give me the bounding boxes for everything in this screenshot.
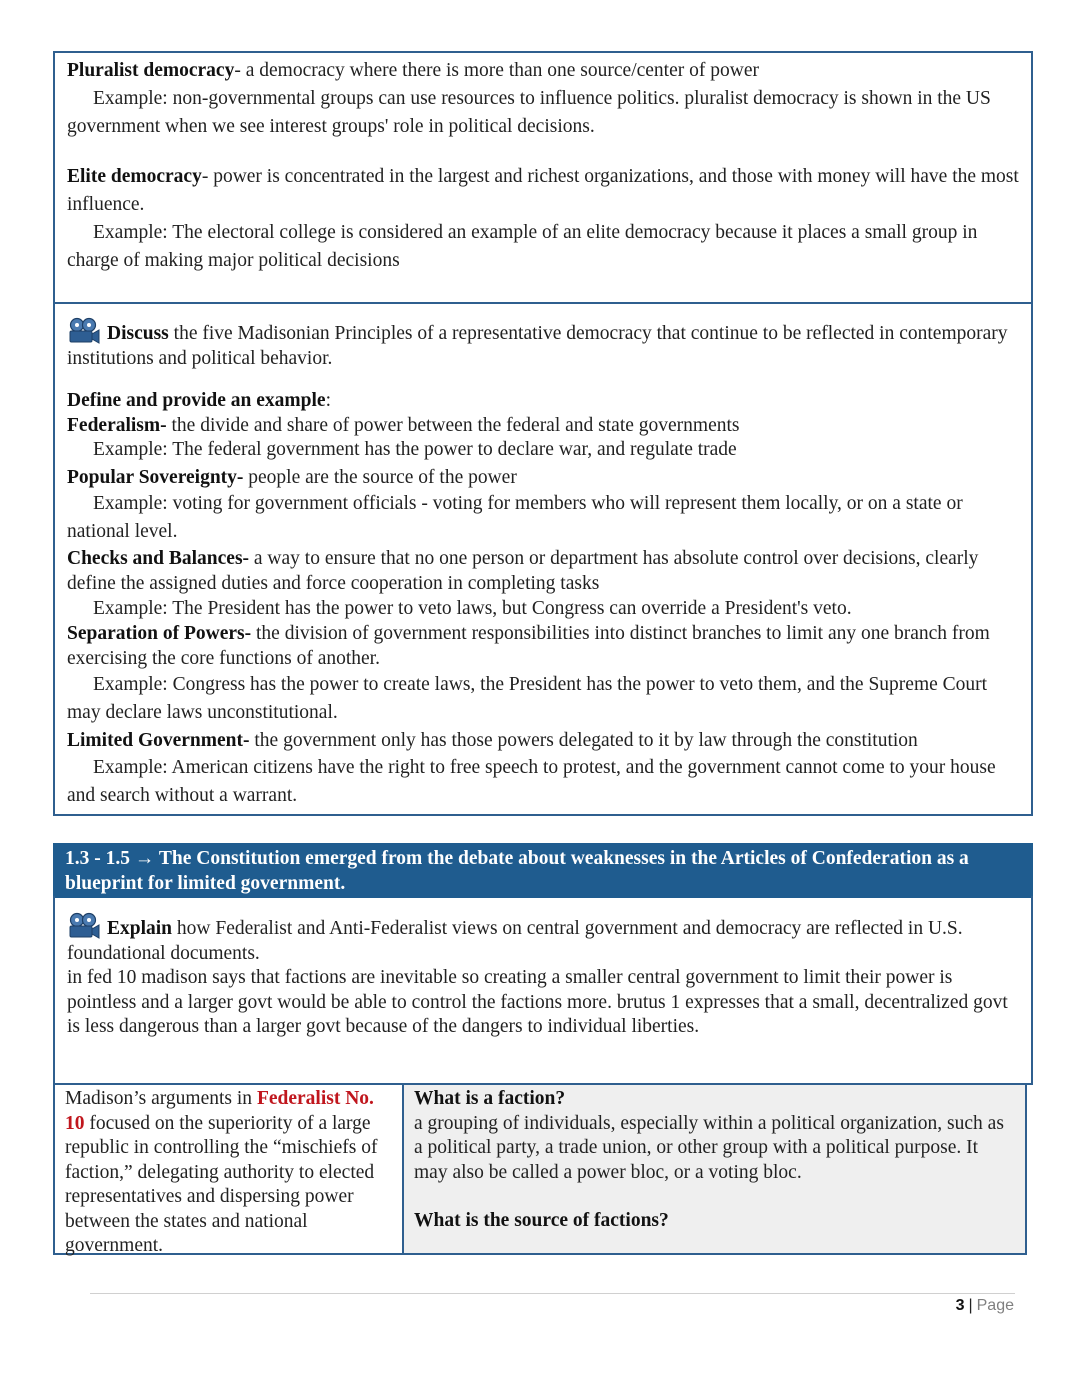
principle-checks-balances: Checks and Balances- a way to ensure that no one person or department has absolute control over decisions, clearly define the assigned duties and force cooperation in completing tasks — [67, 548, 979, 594]
pluralist-term: Pluralist democracy — [67, 60, 235, 81]
example-separation-powers: Example: Congress has the power to create laws, the President has the power to veto them, and the Supreme Court may declare laws unconstitutional. — [67, 674, 988, 723]
faction-table — [53, 1083, 1027, 1255]
madison-argument-cell: Madison’s arguments in Federalist No. 10 focused on the superiority of a large republic in controlling the “mischiefs of faction,” delegating authority to elected representatives and dispersing power between the states and national government. — [55, 1085, 404, 1253]
principle-separation-powers: Separation of Powers- the division of government responsibilities into distinct branches to limit any one branch from exercising the core functions of another. — [67, 623, 990, 669]
principle-popular-sovereignty: Popular Sovereignty- people are the source of the power — [67, 466, 517, 488]
example-limited-government: Example: American citizens have the right to free speech to protest, and the government cannot come to your house and search without a warrant. — [67, 756, 996, 806]
page-footer: 3 | Page — [955, 1297, 1014, 1314]
projector-icon — [67, 317, 101, 345]
page-label: Page — [976, 1297, 1014, 1314]
example-popular-sovereignty: Example: voting for government officials - voting for members who will represent them locally, or on a state or national level. — [67, 493, 963, 542]
faction-questions-cell — [404, 1085, 1025, 1253]
projector-icon — [67, 912, 101, 940]
elite-definition: Elite democracy- power is concentrated in the largest and richest organizations, and those with money will have the most influence. — [67, 166, 1019, 215]
elite-example: Example: The electoral college is considered an example of an elite democracy because it places a small group in charge of making major political decisions — [67, 222, 978, 271]
federalist-views-box — [53, 896, 1033, 1085]
principle-limited-government: Limited Government- the government only has those powers delegated to it by law through the constitution — [67, 730, 918, 751]
question-what-is-faction: What is a faction? — [414, 1088, 566, 1109]
explain-prompt: Explain how Federalist and Anti-Federalist views on central government and democracy are reflected in U.S. foundational documents. — [67, 912, 1019, 966]
section-header-1-3-1-5: 1.3 - 1.5 → The Constitution emerged from the debate about weaknesses in the Articles of Confederation as a blueprint for limited government. — [53, 843, 1033, 898]
example-checks-balances: Example: The President has the power to veto laws, but Congress can override a President's veto. — [93, 598, 852, 619]
page-number: 3 — [955, 1297, 965, 1314]
answer-what-is-faction: a grouping of individuals, especially within a political organization, such as a political party, a trade union, or other group with a political purpose. It may also be called a power bloc, or a voting bloc. — [414, 1112, 1004, 1183]
example-federalism: Example: The federal government has the power to declare war, and regulate trade — [93, 439, 737, 460]
pluralist-definition: Pluralist democracy- a democracy where there is more than one source/center of power — [67, 60, 759, 81]
define-heading: Define and provide an example: — [67, 390, 331, 411]
madisonian-principles-box — [53, 302, 1033, 816]
footer-divider — [90, 1293, 1015, 1294]
student-answer: in fed 10 madison says that factions are inevitable so creating a smaller central government to limit their power is pointless and a larger govt would be able to control the factions more. brutus 1 expresses that a small, decentralized govt is less dangerous than a larger govt because of the dangers to individual liberties. — [67, 967, 1008, 1037]
elite-term: Elite democracy — [67, 166, 202, 187]
principle-federalism: Federalism- the divide and share of power between the federal and state governments — [67, 414, 740, 436]
discuss-prompt: Discuss the five Madisonian Principles of a representative democracy that continue to be reflected in contemporary institutions and political behavior. — [67, 317, 1019, 371]
question-source-of-factions: What is the source of factions? — [414, 1210, 669, 1231]
federalist-10-highlight: Federalist No. 10 — [65, 1088, 374, 1134]
pluralist-example: Example: non-governmental groups can use resources to influence politics. pluralist democracy is shown in the US government when we see interest groups' role in political decisions. — [67, 88, 991, 137]
democracy-types-box — [53, 51, 1033, 304]
